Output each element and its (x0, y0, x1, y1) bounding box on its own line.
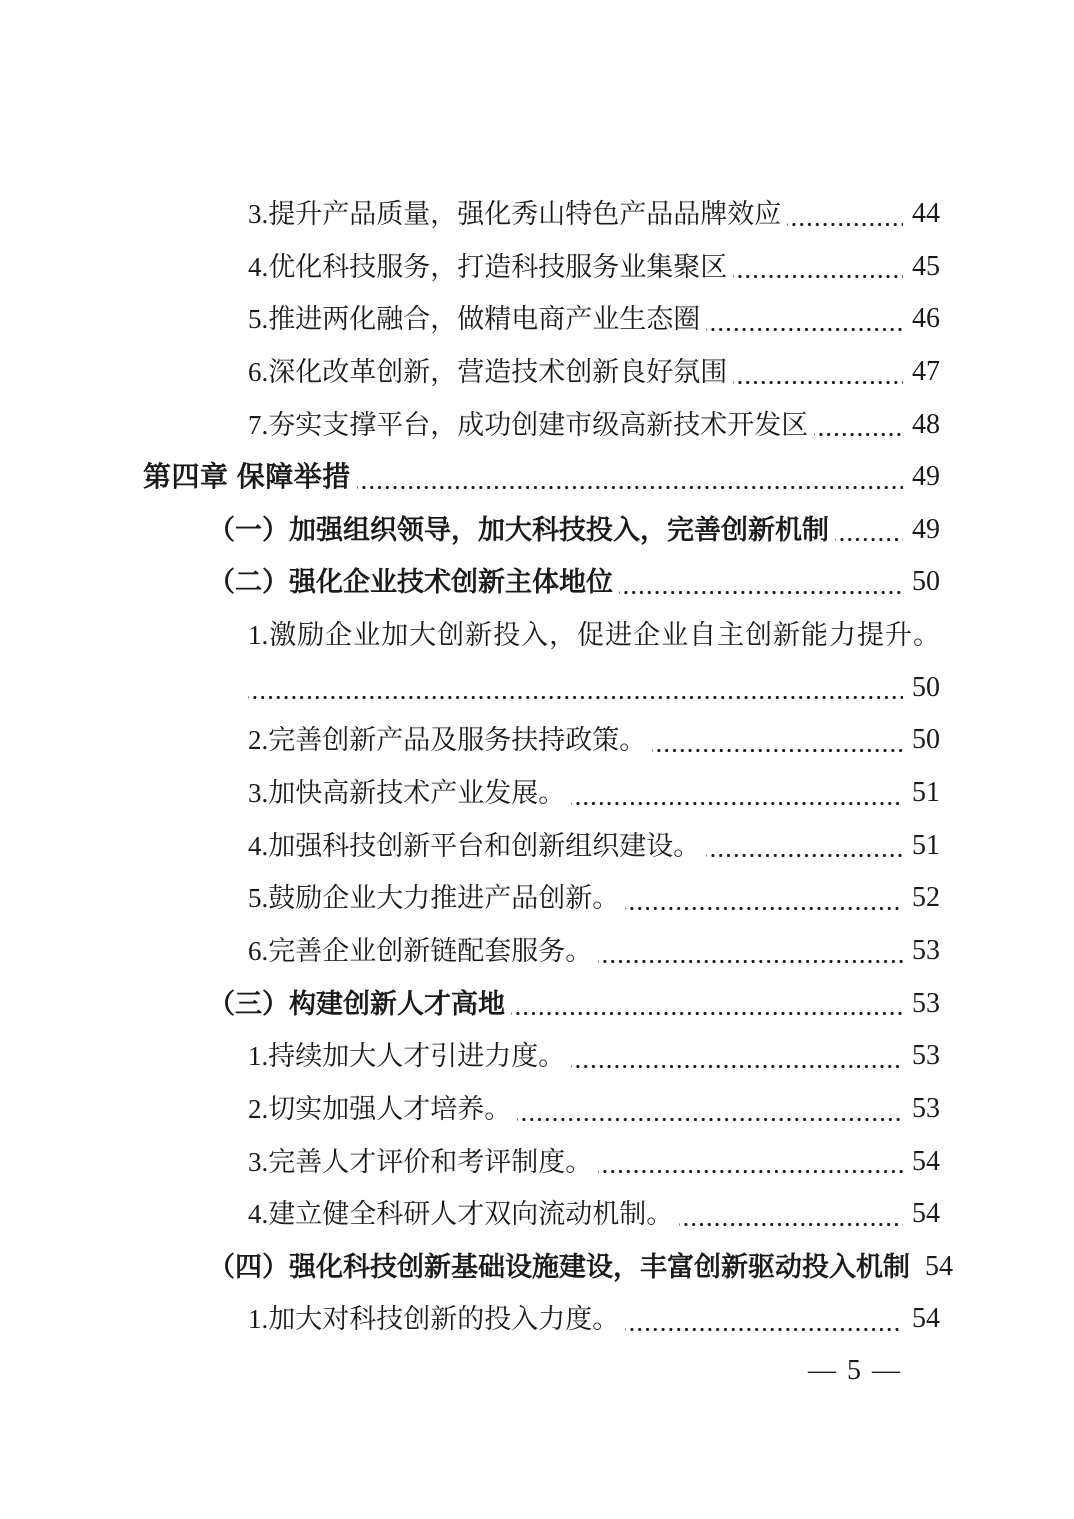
toc-entry[interactable] (143, 662, 940, 715)
toc-page-number: 45 (912, 250, 940, 282)
toc-entry-title: （二）强化企业技术创新主体地位 (208, 567, 613, 598)
toc-entry-title: 5.鼓励企业大力推进产品创新。 (248, 883, 620, 914)
toc-dot-leader (511, 978, 903, 1031)
toc-page-number: 54 (912, 1198, 940, 1230)
toc-dot-leader (706, 820, 903, 873)
toc-entry[interactable] (143, 714, 940, 767)
toc-entry[interactable] (143, 504, 940, 557)
toc-entry-title: （三）构建创新人才高地 (208, 988, 505, 1019)
page-footer (808, 1345, 902, 1398)
toc-dot-leader (598, 1136, 903, 1189)
toc-entry[interactable] (143, 399, 940, 452)
toc-entry[interactable] (143, 609, 940, 662)
toc-entry[interactable] (143, 293, 940, 346)
toc-entry-title: 1.加大对科技创新的投入力度。 (248, 1304, 620, 1335)
toc-dot-leader (571, 767, 903, 820)
toc-page-number: 50 (912, 724, 940, 756)
toc-dot-leader (598, 925, 903, 978)
toc-page-number: 48 (912, 408, 940, 440)
toc-entry-title: 1.激励企业加大创新投入，促进企业自主创新能力提升。 (248, 620, 940, 651)
toc-page-number: 53 (912, 1092, 940, 1124)
toc-entry-title: 6.深化改革创新，营造技术创新良好氛围 (248, 356, 728, 387)
toc-entry-title: 第四章 保障举措 (143, 461, 351, 493)
toc-entry-title: 3.完善人才评价和考评制度。 (248, 1146, 593, 1177)
toc-entry[interactable] (143, 1136, 940, 1189)
toc-dot-leader (571, 1030, 903, 1083)
toc-dot-leader (814, 399, 903, 452)
toc-dot-leader (248, 662, 903, 715)
page-number-label: — 5 — (808, 1355, 902, 1386)
toc-page-number: 53 (912, 1040, 940, 1072)
toc-dot-leader (787, 188, 903, 241)
toc-page-number: 54 (925, 1250, 953, 1282)
toc-entry[interactable] (143, 1241, 953, 1294)
toc-entry-title: 3.提升产品质量，强化秀山特色产品品牌效应 (248, 199, 782, 229)
toc-dot-leader (733, 241, 903, 294)
toc-page-number: 44 (912, 198, 940, 229)
toc-entry[interactable] (143, 188, 940, 241)
toc-entry[interactable] (143, 241, 940, 294)
toc-entry[interactable] (143, 978, 940, 1031)
toc-dot-leader (517, 1083, 903, 1136)
toc-entry[interactable] (143, 1083, 940, 1136)
toc-entry[interactable] (143, 872, 940, 925)
toc-page-number: 50 (912, 671, 940, 703)
toc-page-number: 49 (912, 461, 940, 493)
toc-dot-leader (625, 872, 903, 925)
toc-entry[interactable] (143, 1030, 940, 1083)
toc-page-number: 49 (912, 513, 940, 545)
toc-dot-leader (652, 714, 903, 767)
toc-entry-title: 5.推进两化融合，做精电商产业生态圈 (248, 304, 701, 335)
toc-entry-title: 4.建立健全科研人才双向流动机制。 (248, 1199, 674, 1230)
toc-dot-leader (679, 1188, 903, 1241)
toc-entry[interactable] (143, 346, 940, 399)
toc-page-number: 46 (912, 303, 940, 335)
toc-page-number: 50 (912, 566, 940, 598)
toc-entry-title: 3.加快高新技术产业发展。 (248, 778, 566, 809)
toc-page-number: 54 (912, 1303, 940, 1335)
toc-dot-leader (706, 293, 903, 346)
toc-entry-title: 7.夯实支撑平台，成功创建市级高新技术开发区 (248, 409, 809, 440)
toc-page-number: 51 (912, 829, 940, 861)
toc-entry-title: 4.加强科技创新平台和创新组织建设。 (248, 830, 701, 861)
toc-entry-title: （一）加强组织领导，加大科技投入，完善创新机制 (208, 514, 829, 545)
toc-entry-title: 2.完善创新产品及服务扶持政策。 (248, 725, 647, 756)
toc-entry-title: 6.完善企业创新链配套服务。 (248, 935, 593, 966)
toc-entry-title: 1.持续加大人才引进力度。 (248, 1041, 566, 1072)
toc-page-number: 54 (912, 1145, 940, 1177)
toc-page-number: 47 (912, 355, 940, 387)
toc-dot-leader (733, 346, 903, 399)
toc-entry-title: 2.切实加强人才培养。 (248, 1093, 512, 1124)
toc-entry-title: 4.优化科技服务，打造科技服务业集聚区 (248, 251, 728, 282)
toc-entry[interactable] (143, 1293, 940, 1346)
toc-page-number: 51 (912, 777, 940, 809)
toc-page-number: 53 (912, 934, 940, 966)
table-of-contents (143, 188, 953, 1346)
toc-entry-title: （四）强化科技创新基础设施建设，丰富创新驱动投入机制 (208, 1251, 910, 1282)
toc-entry[interactable] (143, 556, 940, 609)
toc-entry[interactable] (143, 1188, 940, 1241)
toc-dot-leader (619, 556, 903, 609)
toc-entry[interactable] (143, 925, 940, 978)
toc-entry[interactable] (143, 451, 940, 504)
toc-entry[interactable] (143, 767, 940, 820)
toc-dot-leader (625, 1293, 903, 1346)
toc-dot-leader (357, 451, 903, 504)
toc-page-number: 53 (912, 987, 940, 1019)
toc-entry[interactable] (143, 820, 940, 873)
toc-page-number: 52 (912, 882, 940, 914)
toc-dot-leader (835, 504, 903, 557)
